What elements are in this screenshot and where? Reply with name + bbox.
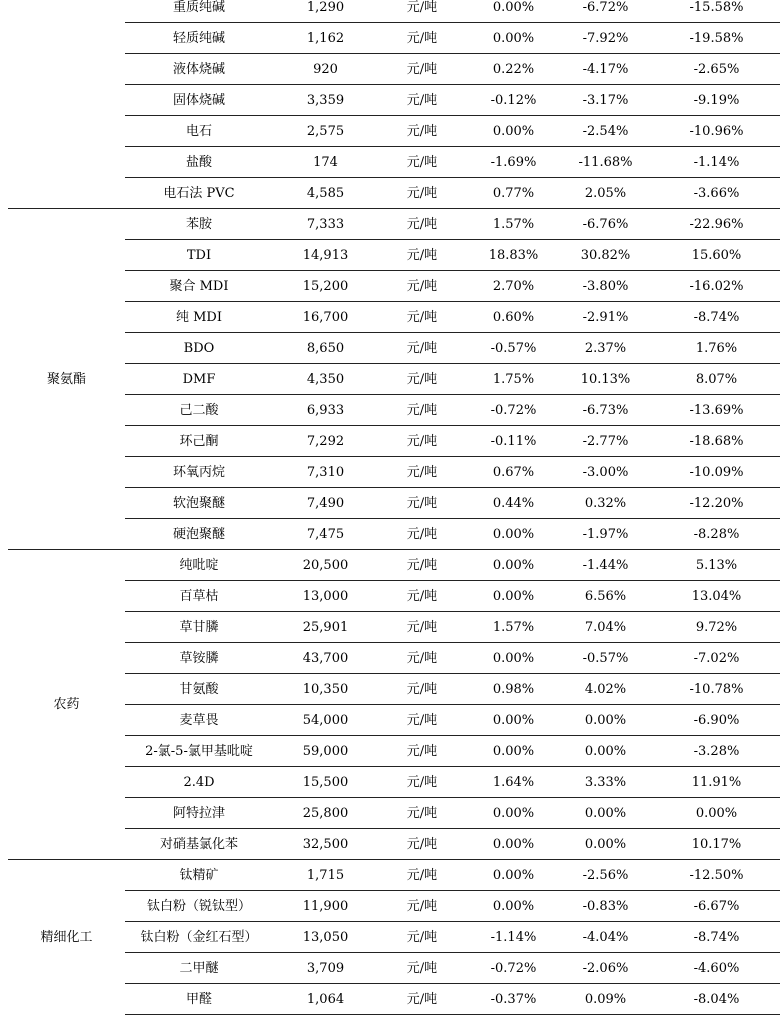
product-name: BDO [183, 341, 215, 356]
change-yearly: -7.02% [693, 651, 740, 666]
change-yearly: -8.74% [693, 930, 740, 945]
unit-label: 元/吨 [406, 713, 438, 728]
price-value: 13,050 [302, 930, 349, 945]
change-monthly: 2.37% [584, 341, 627, 356]
change-weekly: 0.00% [492, 868, 535, 883]
change-monthly: -3.80% [582, 279, 629, 294]
change-yearly: -15.58% [689, 0, 744, 15]
change-yearly: -12.50% [689, 868, 744, 883]
price-value: 8,650 [306, 341, 345, 356]
change-weekly: 0.00% [492, 651, 535, 666]
product-name: 钛白粉（锐钛型） [146, 899, 251, 914]
change-weekly: -0.12% [490, 93, 537, 108]
price-value: 15,500 [302, 775, 349, 790]
change-yearly: -19.58% [689, 31, 744, 46]
price-value: 25,901 [302, 620, 349, 635]
change-yearly: 9.72% [695, 620, 738, 635]
price-value: 10,350 [302, 682, 349, 697]
change-weekly: 0.00% [492, 527, 535, 542]
product-name: 环氧丙烷 [172, 465, 225, 480]
price-value: 3,709 [306, 961, 345, 976]
change-weekly: -0.57% [490, 341, 537, 356]
unit-label: 元/吨 [406, 744, 438, 759]
price-value: 174 [313, 155, 338, 170]
product-name: 二甲醚 [179, 961, 219, 976]
change-weekly: 2.70% [492, 279, 535, 294]
unit-label: 元/吨 [406, 31, 438, 46]
change-monthly: 0.00% [584, 806, 627, 821]
unit-label: 元/吨 [406, 558, 438, 573]
product-name: 硬泡聚醚 [172, 527, 225, 542]
change-monthly: 0.09% [584, 992, 627, 1007]
change-weekly: 1.75% [492, 372, 535, 387]
price-value: 7,490 [306, 496, 345, 511]
change-weekly: 0.00% [492, 744, 535, 759]
change-yearly: -22.96% [689, 217, 744, 232]
product-name: 钛白粉（金红石型） [140, 930, 258, 945]
change-monthly: -4.17% [582, 62, 629, 77]
change-monthly: -6.76% [582, 217, 629, 232]
product-name: 对硝基氯化苯 [159, 837, 238, 852]
change-weekly: 0.00% [492, 0, 535, 15]
change-weekly: 0.67% [492, 465, 535, 480]
change-monthly: -2.06% [582, 961, 629, 976]
unit-label: 元/吨 [406, 775, 438, 790]
change-monthly: -2.56% [582, 868, 629, 883]
change-monthly: -2.77% [582, 434, 629, 449]
unit-label: 元/吨 [406, 899, 438, 914]
row-divider [125, 1014, 780, 1015]
change-weekly: 0.00% [492, 806, 535, 821]
change-weekly: 0.00% [492, 713, 535, 728]
change-yearly: -6.90% [693, 713, 740, 728]
change-monthly: 7.04% [584, 620, 627, 635]
product-name: 钛精矿 [179, 868, 219, 883]
change-weekly: 0.00% [492, 558, 535, 573]
unit-label: 元/吨 [406, 527, 438, 542]
change-weekly: 0.98% [492, 682, 535, 697]
change-yearly: 15.60% [691, 248, 742, 263]
change-monthly: 3.33% [584, 775, 627, 790]
change-yearly: -9.19% [693, 93, 740, 108]
change-weekly: -0.11% [490, 434, 537, 449]
change-yearly: 8.07% [695, 372, 738, 387]
change-weekly: 1.64% [492, 775, 535, 790]
price-value: 3,359 [306, 93, 345, 108]
price-value: 1,162 [306, 31, 345, 46]
unit-label: 元/吨 [406, 961, 438, 976]
change-yearly: -10.09% [689, 465, 744, 480]
change-yearly: -1.14% [693, 155, 740, 170]
change-weekly: 0.00% [492, 31, 535, 46]
price-value: 7,292 [306, 434, 345, 449]
product-name: 阿特拉津 [172, 806, 225, 821]
change-monthly: 30.82% [580, 248, 631, 263]
unit-label: 元/吨 [406, 589, 438, 604]
unit-label: 元/吨 [406, 248, 438, 263]
price-value: 13,000 [302, 589, 349, 604]
product-name: 环己酮 [179, 434, 219, 449]
product-name: 电石法 PVC [163, 186, 235, 201]
unit-label: 元/吨 [406, 806, 438, 821]
product-name: 己二酸 [179, 403, 219, 418]
group-label: 聚氨酯 [46, 372, 86, 387]
unit-label: 元/吨 [406, 155, 438, 170]
product-name: 聚合 MDI [169, 279, 229, 294]
change-monthly: -1.97% [582, 527, 629, 542]
change-monthly: 0.00% [584, 837, 627, 852]
change-weekly: -0.72% [490, 403, 537, 418]
product-name: TDI [186, 248, 212, 263]
change-weekly: 0.00% [492, 124, 535, 139]
price-value: 59,000 [302, 744, 349, 759]
price-value: 16,700 [302, 310, 349, 325]
change-yearly: -2.65% [693, 62, 740, 77]
product-name: 苯胺 [185, 217, 212, 232]
change-yearly: -4.60% [693, 961, 740, 976]
change-yearly: -3.28% [693, 744, 740, 759]
change-monthly: 10.13% [580, 372, 631, 387]
price-value: 7,310 [306, 465, 345, 480]
price-value: 2,575 [306, 124, 345, 139]
unit-label: 元/吨 [406, 0, 438, 15]
product-name: 固体烧碱 [172, 93, 225, 108]
price-value: 6,933 [306, 403, 345, 418]
unit-label: 元/吨 [406, 341, 438, 356]
change-monthly: -2.91% [582, 310, 629, 325]
change-monthly: 2.05% [584, 186, 627, 201]
change-monthly: -6.72% [582, 0, 629, 15]
change-monthly: -3.17% [582, 93, 629, 108]
price-value: 14,913 [302, 248, 349, 263]
product-name: DMF [182, 372, 216, 387]
change-weekly: 0.22% [492, 62, 535, 77]
unit-label: 元/吨 [406, 124, 438, 139]
product-name: 麦草畏 [179, 713, 219, 728]
change-yearly: 13.04% [691, 589, 742, 604]
group-label [8, 0, 125, 209]
change-weekly: 1.57% [492, 217, 535, 232]
change-weekly: 0.00% [492, 837, 535, 852]
unit-label: 元/吨 [406, 651, 438, 666]
product-name: 甲醛 [185, 992, 212, 1007]
change-yearly: -16.02% [689, 279, 744, 294]
change-monthly: -11.68% [578, 155, 633, 170]
price-value: 25,800 [302, 806, 349, 821]
unit-label: 元/吨 [406, 868, 438, 883]
price-value: 15,200 [302, 279, 349, 294]
price-value: 7,333 [306, 217, 345, 232]
price-value: 4,350 [306, 372, 345, 387]
unit-label: 元/吨 [406, 620, 438, 635]
change-yearly: -6.67% [693, 899, 740, 914]
change-monthly: -4.04% [582, 930, 629, 945]
change-monthly: -0.57% [582, 651, 629, 666]
change-weekly: 0.60% [492, 310, 535, 325]
change-monthly: 0.32% [584, 496, 627, 511]
product-name: 甘氨酸 [179, 682, 219, 697]
product-name: 纯吡啶 [179, 558, 219, 573]
price-value: 4,585 [306, 186, 345, 201]
change-weekly: -1.14% [490, 930, 537, 945]
unit-label: 元/吨 [406, 217, 438, 232]
product-name: 轻质纯碱 [172, 31, 225, 46]
change-monthly: -2.54% [582, 124, 629, 139]
change-weekly: 18.83% [488, 248, 539, 263]
change-yearly: 11.91% [691, 775, 742, 790]
price-value: 43,700 [302, 651, 349, 666]
price-value: 1,715 [306, 868, 345, 883]
product-name: 2-氯-5-氯甲基吡啶 [145, 744, 253, 759]
unit-label: 元/吨 [406, 403, 438, 418]
product-name: 纯 MDI [175, 310, 222, 325]
group-label: 农药 [53, 697, 80, 712]
change-yearly: -10.78% [689, 682, 744, 697]
change-yearly: -8.04% [693, 992, 740, 1007]
change-monthly: -1.44% [582, 558, 629, 573]
change-monthly: 4.02% [584, 682, 627, 697]
product-name: 软泡聚醚 [172, 496, 225, 511]
change-yearly: -13.69% [689, 403, 744, 418]
change-yearly: -8.28% [693, 527, 740, 542]
change-weekly: 1.57% [492, 620, 535, 635]
product-name: 盐酸 [185, 155, 212, 170]
product-name: 2.4D [183, 775, 215, 790]
price-value: 1,290 [306, 0, 345, 15]
unit-label: 元/吨 [406, 837, 438, 852]
change-weekly: 0.77% [492, 186, 535, 201]
change-monthly: -7.92% [582, 31, 629, 46]
change-yearly: -12.20% [689, 496, 744, 511]
unit-label: 元/吨 [406, 930, 438, 945]
price-value: 7,475 [306, 527, 345, 542]
unit-label: 元/吨 [406, 465, 438, 480]
change-monthly: 0.00% [584, 713, 627, 728]
price-value: 20,500 [302, 558, 349, 573]
unit-label: 元/吨 [406, 186, 438, 201]
change-yearly: 5.13% [695, 558, 738, 573]
change-monthly: 6.56% [584, 589, 627, 604]
product-name: 液体烧碱 [172, 62, 225, 77]
change-yearly: -18.68% [689, 434, 744, 449]
unit-label: 元/吨 [406, 310, 438, 325]
unit-label: 元/吨 [406, 62, 438, 77]
price-value: 32,500 [302, 837, 349, 852]
change-monthly: -3.00% [582, 465, 629, 480]
product-name: 草甘膦 [179, 620, 219, 635]
change-yearly: -3.66% [693, 186, 740, 201]
product-name: 重质纯碱 [172, 0, 225, 15]
unit-label: 元/吨 [406, 434, 438, 449]
price-value: 920 [313, 62, 338, 77]
change-weekly: 0.00% [492, 899, 535, 914]
price-value: 11,900 [302, 899, 349, 914]
change-monthly: -0.83% [582, 899, 629, 914]
change-yearly: 0.00% [695, 806, 738, 821]
price-value: 1,064 [306, 992, 345, 1007]
product-name: 电石 [185, 124, 212, 139]
change-yearly: -10.96% [689, 124, 744, 139]
change-weekly: -0.37% [490, 992, 537, 1007]
change-weekly: 0.00% [492, 589, 535, 604]
unit-label: 元/吨 [406, 682, 438, 697]
change-yearly: 10.17% [691, 837, 742, 852]
unit-label: 元/吨 [406, 496, 438, 511]
unit-label: 元/吨 [406, 992, 438, 1007]
change-weekly: -1.69% [490, 155, 537, 170]
group-label: 精细化工 [40, 930, 93, 945]
change-yearly: -8.74% [693, 310, 740, 325]
unit-label: 元/吨 [406, 279, 438, 294]
unit-label: 元/吨 [406, 93, 438, 108]
price-value: 54,000 [302, 713, 349, 728]
change-weekly: 0.44% [492, 496, 535, 511]
product-name: 草铵膦 [179, 651, 219, 666]
unit-label: 元/吨 [406, 372, 438, 387]
change-yearly: 1.76% [695, 341, 738, 356]
change-monthly: 0.00% [584, 744, 627, 759]
change-weekly: -0.72% [490, 961, 537, 976]
change-monthly: -6.73% [582, 403, 629, 418]
product-name: 百草枯 [179, 589, 219, 604]
